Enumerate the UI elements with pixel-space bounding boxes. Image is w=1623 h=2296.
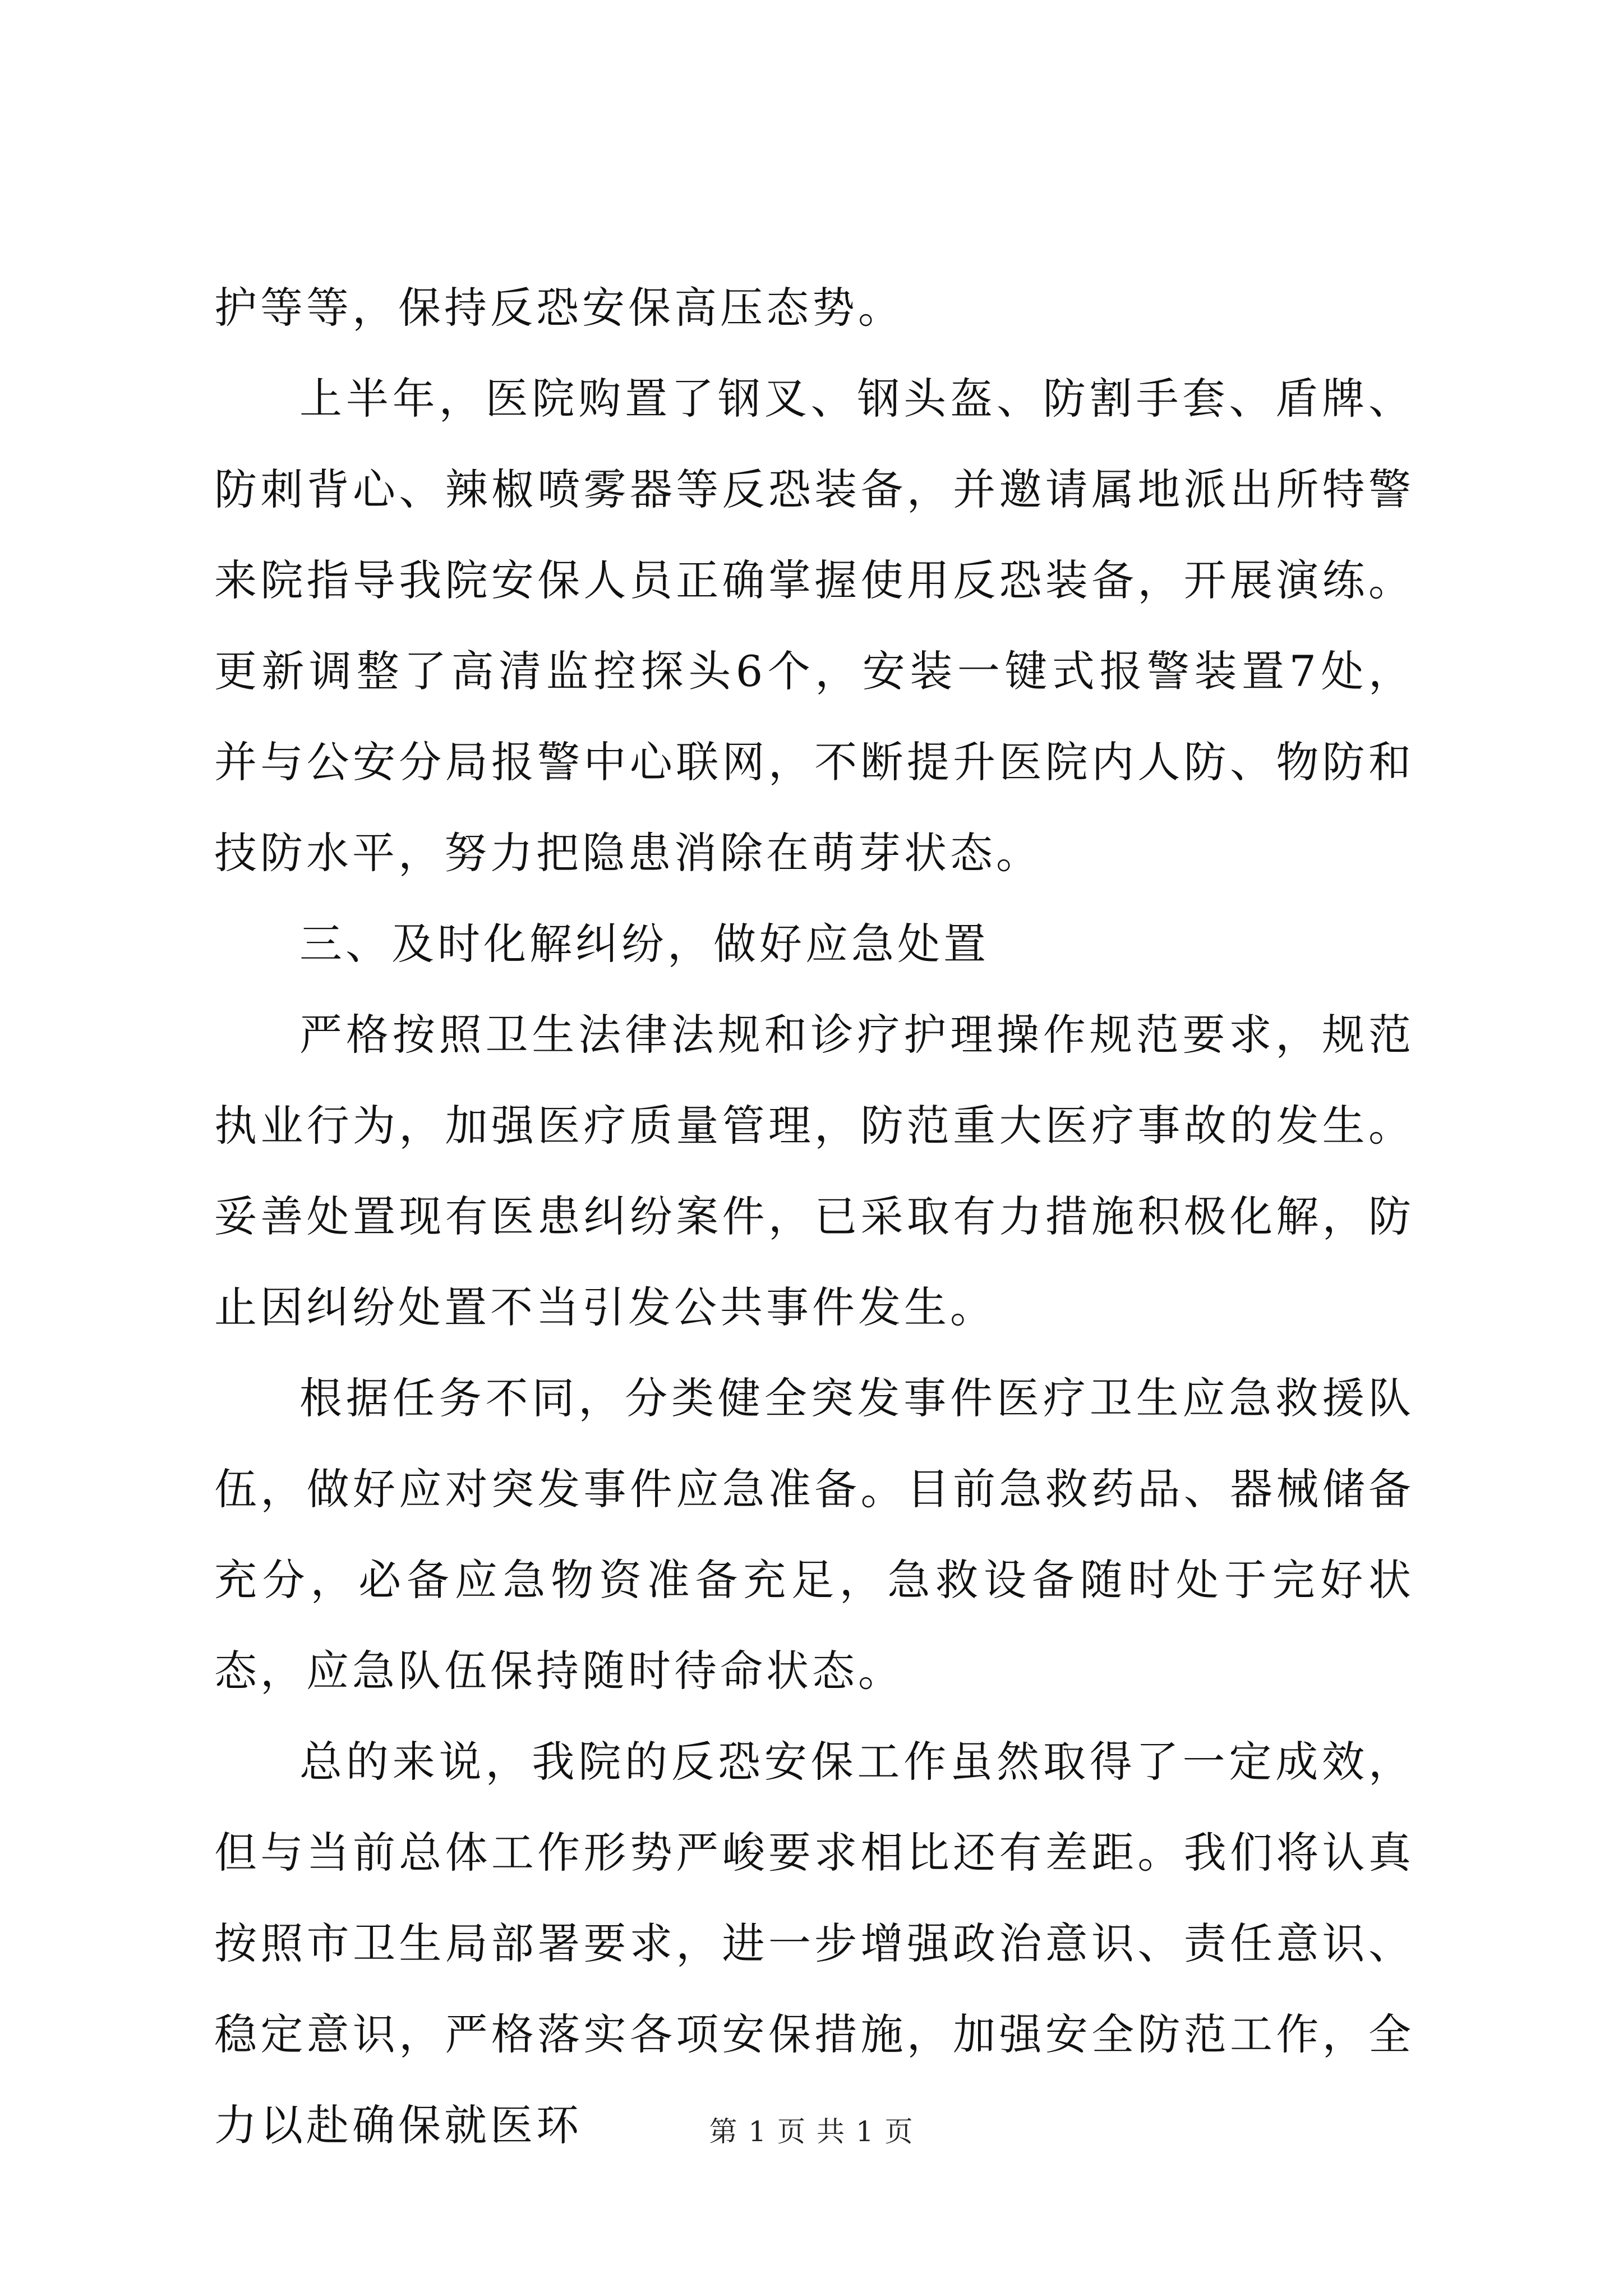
section-heading: 三、及时化解纠纷，做好应急处置 [299,919,989,969]
paragraph-emergency: 根据任务不同，分类健全突发事件医疗卫生应急救援队伍，做好应对突发事件应急准备。目前急救药品、器械储备充分，必备应急物资准备充足，急救设备随时处于完好状态，应急队伍保持随时待命状态。 [214,1373,1414,1696]
paragraph-equipment: 上半年，医院购置了钢叉、钢头盔、防割手套、盾牌、防刺背心、辣椒喷雾器等反恐装备，并邀请属地派出所特警来院指导我院安保人员正确掌握使用反恐装备，开展演练。更新调整了高清监控探头6个，安装一键式报警装置7处，并与公安分局报警中心联网，不断提升医院内人防、物防和技防水平，努力把隐患消除在萌芽状态。 [214,374,1414,878]
paragraph-continuation: 护等等，保持反恐安保高压态势。 [214,283,904,333]
paragraph-disputes: 严格按照卫生法律法规和诊疗护理操作规范要求，规范执业行为，加强医疗质量管理，防范重大医疗事故的发生。妥善处置现有医患纠纷案件，已采取有力措施积极化解，防止因纠纷处置不当引发公共事件发生。 [214,1010,1414,1332]
document-body [214,263,1414,2171]
paragraph-summary: 总的来说，我院的反恐安保工作虽然取得了一定成效，但与当前总体工作形势严峻要求相比还有差距。我们将认真按照市卫生局部署要求，进一步增强政治意识、责任意识、稳定意识，严格落实各项安保措施，加强安全防范工作，全力以赴确保就医环 [214,1737,1414,2150]
page-footer: 第 1 页 共 1 页 [709,2115,914,2148]
